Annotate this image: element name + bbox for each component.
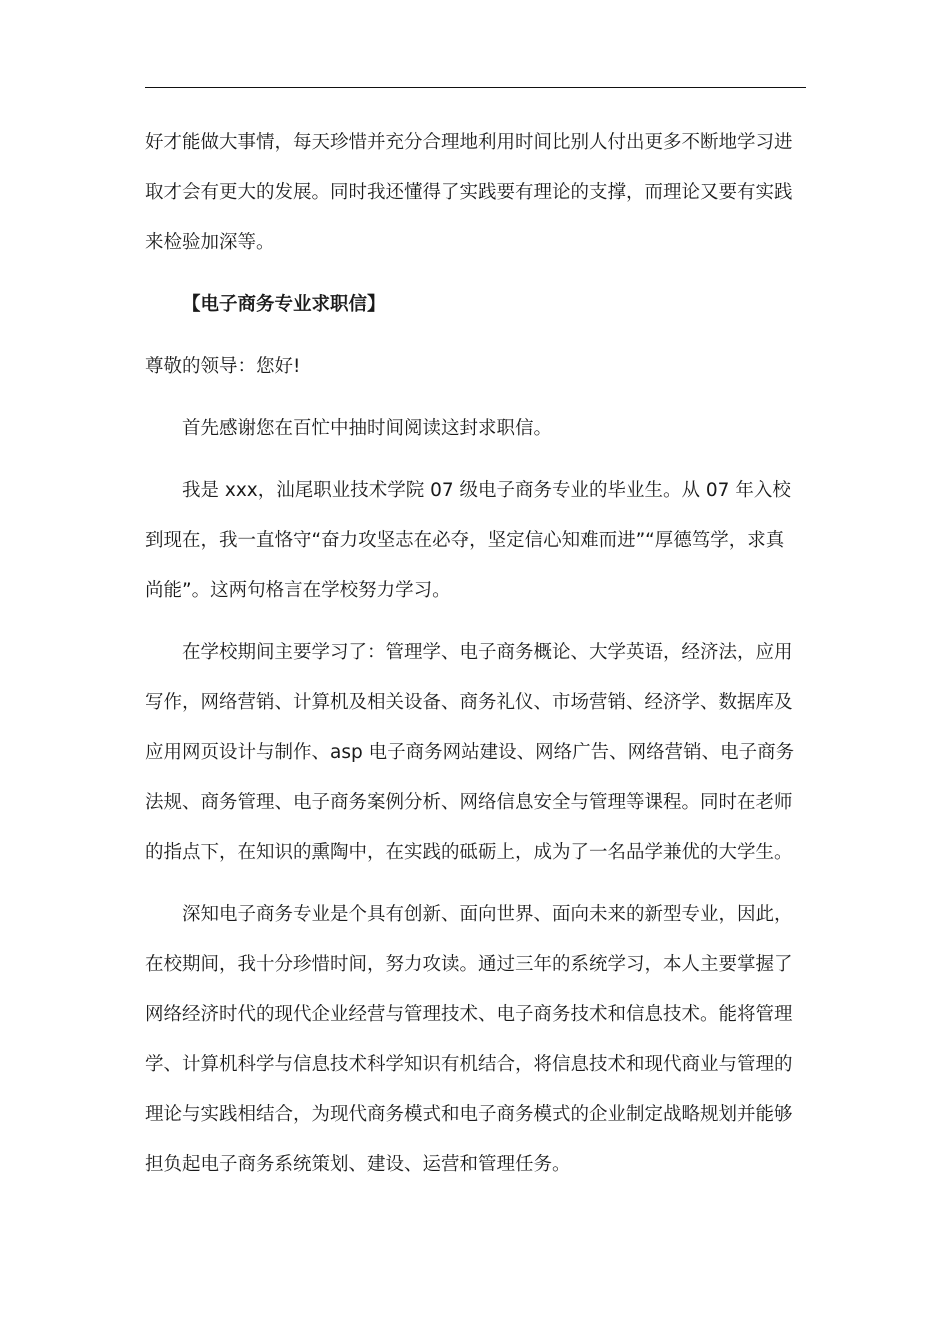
paragraph-courses: 在学校期间主要学习了：管理学、电子商务概论、大学英语，经济法，应用写作，网络营销、计算机及相关设备、商务礼仪、市场营销、经济学、数据库及应用网页设计与制作、asp 电子商务网站建设、网络广告、网络营销、电子商务法规、商务管理、电子商务案例分析、网络信息安全与管理等课程。同时在老师的指点下，在知识的熏陶中，在实践的砥砺上，成为了一名品学兼优的大学生。 [145,642,795,863]
salutation: 尊敬的领导：您好! [145,356,301,377]
document-body [145,118,800,1202]
paragraph-continuation: 好才能做大事情，每天珍惜并充分合理地利用时间比别人付出更多不断地学习进取才会有更大的发展。同时我还懂得了实践要有理论的支撑，而理论又要有实践来检验加深等。 [145,132,793,253]
paragraph-skills: 深知电子商务专业是个具有创新、面向世界、面向未来的新型专业，因此，在校期间，我十分珍惜时间，努力攻读。通过三年的系统学习，本人主要掌握了网络经济时代的现代企业经营与管理技术、电子商务技术和信息技术。能将管理学、计算机科学与信息技术科学知识有机结合，将信息技术和现代商业与管理的理论与实践相结合，为现代商务模式和电子商务模式的企业制定战略规划并能够担负起电子商务系统策划、建设、运营和管理任务。 [145,904,793,1175]
paragraph-introduction: 我是 xxx，汕尾职业技术学院 07 级电子商务专业的毕业生。从 07 年入校到现在，我一直恪守“奋力攻坚志在必夺，坚定信心知难而进”“厚德笃学，求真尚能”。这两句格言在学校努力学习。 [145,480,791,601]
paragraph-thanks: 首先感谢您在百忙中抽时间阅读这封求职信。 [182,418,553,439]
section-heading: 【电子商务专业求职信】 [182,294,386,315]
header-rule [145,87,806,88]
